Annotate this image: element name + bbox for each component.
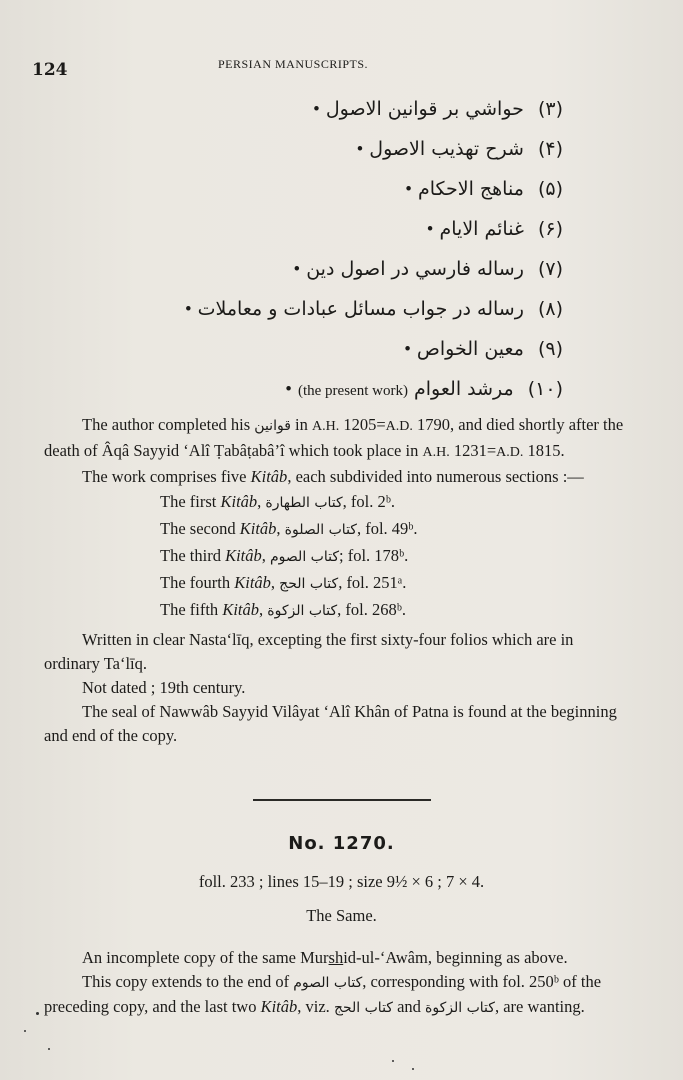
- works-list-item: (۳) حواشي بر قوانين الاصول •: [313, 98, 563, 120]
- running-title: PERSIAN MANUSCRIPTS.: [218, 57, 369, 71]
- paragraph: The work comprises five Kitâb, each subdivided into numerous sections :—: [82, 467, 584, 486]
- paper-speck: [24, 1030, 26, 1032]
- paragraph: The author completed his قوانين in A.H. 1205=A.D. 1790, and died shortly after the death of Âqâ Sayyid ‘Alî Ṭabâṭabâ’î which took place in A.H. 1231=A.D. 1815.: [44, 415, 624, 460]
- paper-speck: [392, 1060, 394, 1062]
- paper-speck: [48, 1048, 50, 1050]
- entry-text: [44, 946, 624, 1020]
- entry-title: The Same.: [306, 906, 377, 925]
- works-list-item: (۹) معين الخواص •: [404, 338, 563, 360]
- kitab-list-item: The first Kitâb, كتاب الطهارة, fol. 2ᵇ.: [160, 492, 395, 511]
- page-number: 124: [32, 60, 68, 80]
- kitab-list-item: The fifth Kitâb, كتاب الزكوة, fol. 268ᵇ.: [160, 600, 406, 619]
- kitab-list-item: The fourth Kitâb, كتاب الحج, fol. 251ᵃ.: [160, 573, 407, 592]
- paragraph: The seal of Nawwâb Sayyid Vilâyat ‘Alî Khân of Patna is found at the beginning and end of the copy.: [44, 702, 617, 745]
- paragraph: Not dated ; 19th century.: [82, 678, 246, 697]
- paper-speck: [412, 1068, 414, 1070]
- kitab-list: [160, 489, 624, 624]
- paragraph: This copy extends to the end of كتاب الصوم, corresponding with fol. 250ᵇ of the preceding copy, and the last two Kitâb, viz. كتاب الحج and كتاب الزكوة, are wanting.: [44, 972, 602, 1016]
- works-list-item: (۴) شرح تهذيب الاصول •: [356, 138, 563, 160]
- works-list-item: (۱۰) مرشد العوام (the present work) •: [285, 378, 563, 400]
- section-divider: [253, 799, 431, 801]
- main-text: [44, 413, 624, 748]
- kitab-list-item: The second Kitâb, كتاب الصلوة, fol. 49ᵇ.: [160, 519, 418, 538]
- entry-heading: No. 1270.: [288, 833, 395, 854]
- paragraph: Written in clear Nasta‘līq, excepting the first sixty-four folios which are in ordinary Ta‘līq.: [44, 630, 574, 673]
- works-list-item: (۸) رساله در جواب مسائل عبادات و معاملات •: [184, 298, 563, 320]
- works-list: [3, 92, 563, 412]
- works-list-item: (۵) مناهج الاحكام •: [405, 178, 563, 200]
- works-list-item: (۶) غنائم الايام •: [426, 218, 563, 240]
- paper-speck: [36, 1012, 39, 1015]
- entry-collation: foll. 233 ; lines 15–19 ; size 9½ × 6 ; 7 × 4.: [198, 872, 485, 891]
- paragraph: An incomplete copy of the same Murshid-ul-‘Awâm, beginning as above.: [82, 948, 568, 967]
- kitab-list-item: The third Kitâb, كتاب الصوم; fol. 178ᵇ.: [160, 546, 409, 565]
- works-list-item: (۷) رساله فارسي در اصول دين •: [293, 258, 563, 280]
